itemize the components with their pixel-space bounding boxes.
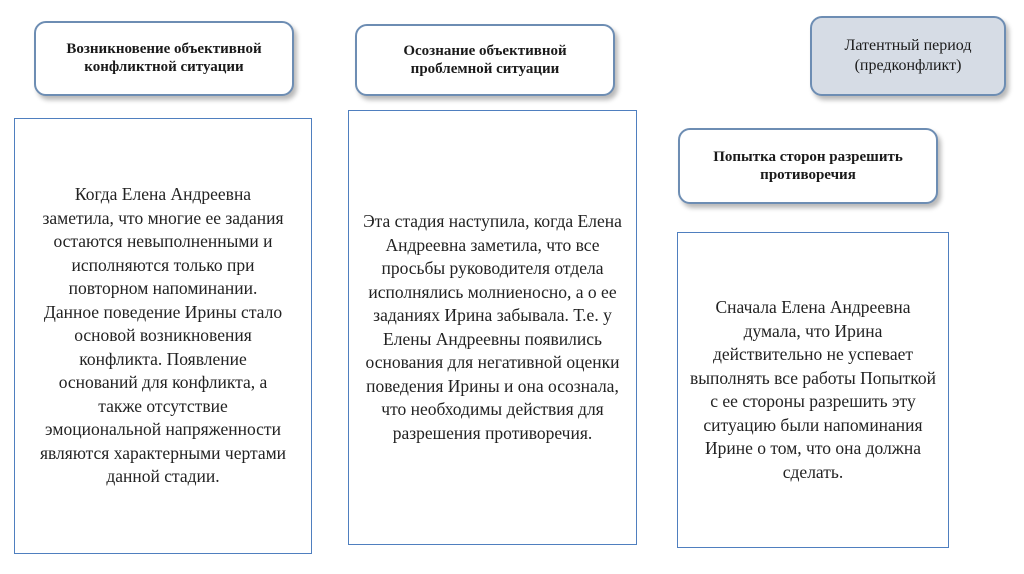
stage-1-title [34, 21, 294, 96]
stage-3-title-text: Попытка сторон разрешить противоречия [713, 149, 903, 183]
stage-2-title-text: Осознание объективной проблемной ситуации [403, 43, 567, 77]
latent-period-label-text: Латентный период (предконфликт) [844, 37, 972, 74]
stage-2-title [355, 24, 615, 96]
stage-3-title [678, 128, 938, 204]
stage-3-description-text: Сначала Елена Андреевна думала, что Ирина действительно не успевает выполнять все работы Попыткой с ее стороны разрешить эту ситуацию были напоминания Ирине о том, что она должна сделать. [690, 297, 936, 482]
stage-1-description [14, 118, 312, 554]
latent-period-label [810, 16, 1006, 96]
stage-1-description-text: Когда Елена Андреевна заметила, что многие ее задания остаются невыполненными и исполняются только при повторном напоминании. Данное поведение Ирины стало основой возникновения конфликта. Появление оснований для конфликта, а также отсутствие эмоциональной напряженности являются характерными чертами данной стадии. [39, 184, 287, 487]
stage-3-description [677, 232, 949, 548]
stage-1-title-text: Возникновение объективной конфликтной ситуации [66, 40, 262, 75]
stage-2-description-text: Эта стадия наступила, когда Елена Андреевна заметила, что все просьбы руководителя отдела исполнялись молниеносно, а о ее заданиях Ирина забывала. Т.е. у Елены Андреевны появились основания для негативной оценки поведения Ирины и она осознала, что необходимы действия для разрешения противоречия. [363, 211, 622, 443]
stage-2-description [348, 110, 637, 545]
